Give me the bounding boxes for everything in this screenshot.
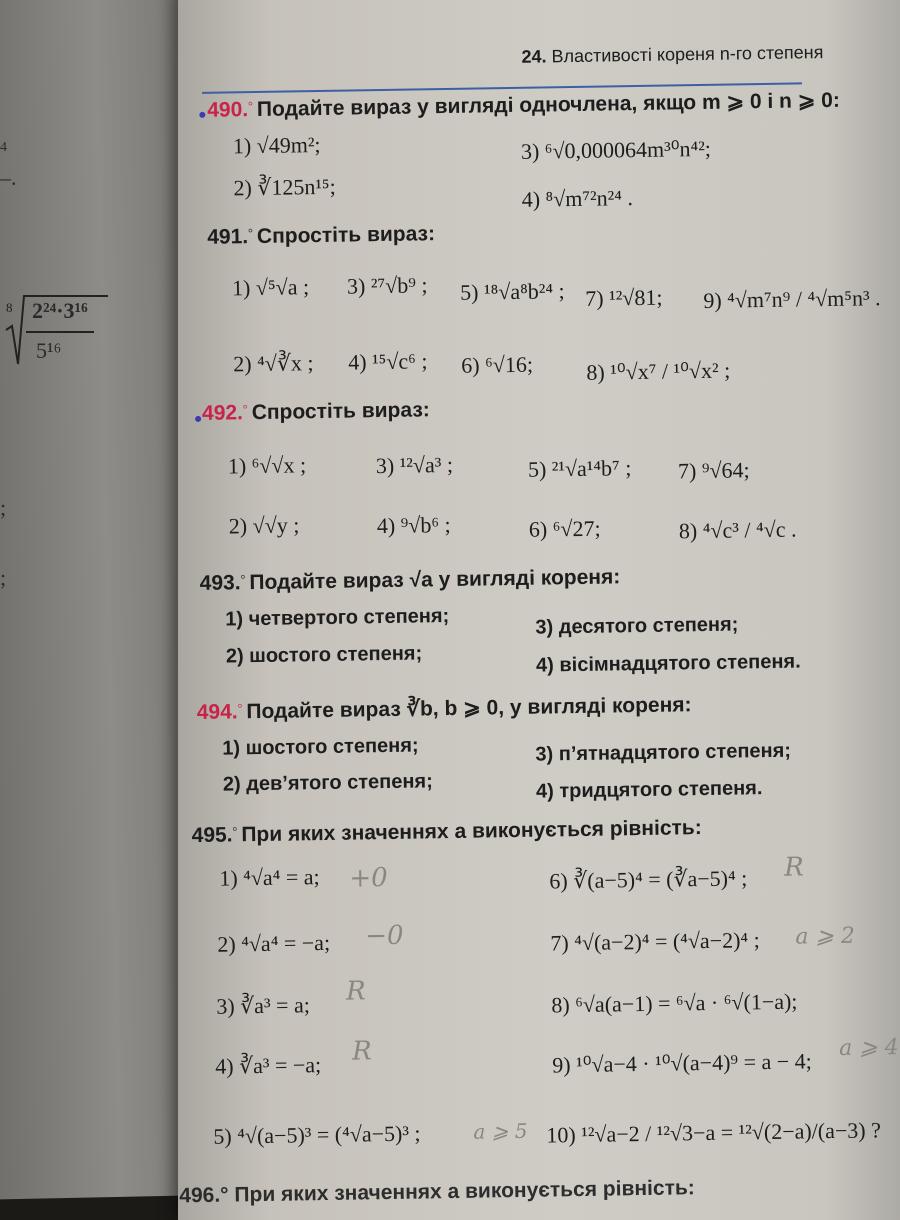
problem-492-statement: 492.° Спростіть вираз:: [201, 398, 430, 425]
problem-492-item-1: 1) ⁶√√x ;: [227, 452, 307, 479]
problem-492-item-2: 2) √√y ;: [228, 512, 300, 539]
section-title: Властивості кореня n-го степеня: [551, 42, 824, 67]
problem-490-item-3: 3) ⁶√0,000064m³⁰n⁴²;: [520, 135, 712, 164]
left-fragment-4: 4: [0, 140, 7, 155]
handwritten-note: a ⩾ 5: [473, 1118, 528, 1144]
handwritten-note: −0: [365, 920, 404, 952]
cutoff-problem-496: 496.° При яких значеннях a виконується рівність:: [179, 1176, 695, 1208]
problem-number: 494.: [196, 700, 238, 724]
problem-495-item-10: 10) ¹²√a−2 / ¹²√3−a = ¹²√(2−a)/(a−3) ?: [546, 1117, 882, 1148]
problem-494-item-2: 2) дев’ятого степеня;: [222, 770, 433, 796]
svg-text:8: 8: [6, 300, 13, 315]
section-number: 24.: [521, 46, 547, 67]
handwritten-note: R: [351, 1036, 372, 1067]
problem-492-item-4: 4) ⁹√b⁶ ;: [376, 511, 451, 539]
problem-495-item-1: 1) ⁴√a⁴ = a;: [219, 864, 320, 891]
handwritten-note: a ⩾ 2: [795, 923, 856, 950]
problem-number: 491.: [207, 225, 249, 249]
problem-495-item-6: 6) ∛(a−5)⁴ = (∛a−5)⁴ ;: [549, 865, 748, 894]
problem-text: Подайте вираз ∛b, b ⩾ 0, у вигляді кореня:: [246, 693, 692, 724]
problem-493-item-4: 4) вісімнадцятого степеня.: [535, 650, 801, 677]
problem-495-item-8: 8) ⁶√a(a−1) = ⁶√a · ⁶√(1−a);: [551, 988, 798, 1018]
problem-490-item-2: 2) ∛125n¹⁵;: [233, 173, 336, 201]
left-semicolon-1: ;: [0, 495, 7, 520]
left-fragment-dash: –.: [0, 165, 17, 190]
problem-490-statement: 490.° Подайте вираз у вигляді одночлена, якщо m ⩾ 0 і n ⩾ 0:: [207, 88, 841, 122]
bullet-icon: [195, 416, 201, 422]
left-semicolon-2: ;: [0, 565, 7, 590]
problem-495-item-4: 4) ∛a³ = −a;: [215, 1052, 322, 1079]
problem-491-item-6: 6) ⁶√16;: [461, 351, 534, 378]
problem-491-item-3: 3) ²⁷√b⁹ ;: [346, 272, 428, 299]
page-header: [521, 42, 823, 68]
problem-494-item-1: 1) шостого степеня;: [222, 734, 419, 760]
problem-493-item-2: 2) шостого степеня;: [225, 642, 423, 668]
problem-495-item-3: 3) ∛a³ = a;: [216, 992, 311, 1019]
problem-490-item-1: 1) √49m²;: [232, 131, 321, 159]
problem-495-item-7: 7) ⁴√(a−2)⁴ = (⁴√a−2)⁴ ;: [550, 927, 760, 956]
problem-492-item-3: 3) ¹²√a³ ;: [375, 451, 454, 479]
problem-491-item-1: 1) √⁵√a ;: [231, 274, 310, 301]
problem-495-item-2: 2) ⁴√a⁴ = −a;: [217, 929, 331, 957]
problem-492-item-7: 7) ⁹√64;: [677, 457, 750, 484]
problem-number: 490.: [207, 98, 249, 122]
problem-number: 495.: [191, 823, 233, 848]
problem-text: Спростіть вираз:: [251, 398, 430, 425]
problem-494-item-4: 4) тридцятого степеня.: [535, 777, 763, 803]
bullet-icon: [199, 112, 205, 118]
left-fragment-numerator: 2²⁴·3¹⁶: [32, 298, 88, 323]
problem-492-item-8: 8) ⁴√c³ / ⁴√c .: [678, 516, 797, 544]
problem-494-item-3: 3) п’ятнадцятого степеня;: [535, 739, 792, 766]
problem-494-statement: 494.° Подайте вираз ∛b, b ⩾ 0, у вигляді кореня:: [196, 693, 692, 724]
problem-text: Спростіть вираз:: [256, 222, 436, 248]
handwritten-note: R: [784, 852, 805, 883]
problem-491-item-2: 2) ⁴√∛x ;: [233, 350, 314, 377]
problem-491-item-9: 9) ⁴√m⁷n⁹ / ⁴√m⁵n³ .: [703, 285, 881, 313]
problem-text: Подайте вираз √a у вигляді кореня:: [249, 565, 621, 595]
problem-text: При яких значеннях a виконується рівність:: [241, 816, 702, 847]
problem-text: Подайте вираз у вигляді одночлена, якщо m ⩾ 0 і n ⩾ 0:: [256, 88, 841, 121]
left-fragment-denominator: 5¹⁶: [36, 338, 62, 363]
problem-490-item-4: 4) ⁸√m⁷²n²⁴ .: [521, 185, 634, 212]
problem-491-item-8: 8) ¹⁰√x⁷ / ¹⁰√x² ;: [586, 357, 731, 385]
problem-492-item-6: 6) ⁶√27;: [528, 515, 601, 542]
handwritten-note: a ⩾ 4: [838, 1035, 899, 1061]
problem-493-item-3: 3) десятого степеня;: [535, 613, 739, 639]
problem-number: 492.: [201, 401, 244, 425]
problem-491-item-4: 4) ¹⁵√c⁶ ;: [348, 348, 428, 375]
problem-number: 493.: [199, 571, 241, 595]
problem-491-statement: 491.° Спростіть вираз:: [207, 222, 436, 249]
handwritten-note: +0: [349, 863, 388, 894]
handwritten-note: R: [345, 976, 366, 1007]
problem-495-item-5: 5) ⁴√(a−5)³ = (⁴√a−5)³ ;: [213, 1120, 421, 1149]
problem-493-statement: 493.° Подайте вираз √a у вигляді кореня:: [199, 565, 621, 595]
problem-492-item-5: 5) ²¹√a¹⁴b⁷ ;: [527, 455, 632, 482]
problem-495-statement: 495.° При яких значеннях a виконується рівність:: [191, 816, 702, 848]
problem-495-item-9: 9) ¹⁰√a−4 · ¹⁰√(a−4)⁹ = a − 4;: [552, 1048, 812, 1078]
problem-493-item-1: 1) четвертого степеня;: [225, 605, 450, 631]
problem-491-item-7: 7) ¹²√81;: [585, 284, 663, 311]
problem-491-item-5: 5) ¹⁸√a⁸b²⁴ ;: [459, 278, 565, 305]
